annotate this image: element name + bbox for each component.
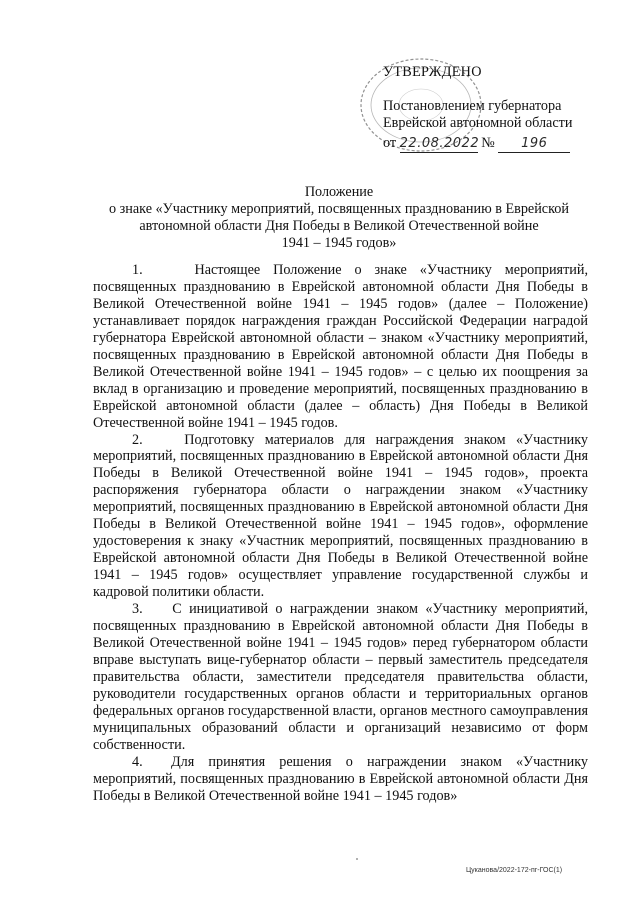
paragraph-1: 1. Настоящее Положение о знаке «Участнику мероприятий, посвященных празднованию в Еврейской автономной области Дня Победы в Великой Отечественной войне 1941 – 1945 годов» (далее – Положение) устанавливает порядок награждения граждан Российской Федерации наградой губернатора Еврейской автономной области – знаком «Участнику мероприятий, посвященных празднованию в Еврейской автономной области Дня Победы в Великой Отечественной войне 1941 – 1945 годов» – с целью их поощрения за вклад в организацию и проведение мероприятий, посвященных празднованию в Еврейской автономной области (далее – область) Дня Победы в Великой Отечественной войне 1941 – 1945 годов.	[93, 262, 588, 431]
title-line-1: Положение	[304, 184, 374, 200]
paragraph-3: 3. С инициативой о награждении знаком «Участнику мероприятий, посвященных празднованию в Еврейской автономной области Дня Победы в Великой Отечественной войне 1941 – 1945 годов» перед губернатором области вправе выступать вице-губернатор области – первый заместитель председателя правительства области, заместители председателя правительства области, руководители государственных органов области и территориальных органов федеральных органов государственной власти, органов местного самоуправления муниципальных образований области и организаций независимо от форм собственности.	[93, 601, 588, 753]
paragraph-2: 2. Подготовку материалов для награждения знаком «Участнику мероприятий, посвященных празднованию в Еврейской автономной области Дня Победы в Великой Отечественной войне 1941 – 1945 годов», проекта распоряжения губернатора области о награждении знаком «Участнику мероприятий, посвященных празднованию в Еврейской автономной области Дня Победы в Великой Отечественной войне 1941 – 1945 годов», оформление удостоверения к знаку «Участник мероприятий, посвященных празднованию в Еврейской автономной области Дня Победы в Великой Отечественной войне 1941 – 1945 годов» осуществляет управление государственной службы и кадровой политики области.	[93, 431, 588, 601]
title-line-2: о знаке «Участнику мероприятий, посвященных празднованию в Еврейской	[109, 201, 569, 217]
footer-reference: Цуканова/2022-172-пг-ГОС(1)	[466, 867, 563, 874]
title-line-3: автономной области Дня Победы в Великой Отечественной войне	[139, 218, 539, 234]
decree-line-2: Еврейской автономной области	[383, 115, 573, 131]
decree-line-1: Постановлением губернатора	[383, 98, 562, 114]
date-number-line	[383, 135, 570, 153]
handwritten-date: 22.08.2022	[399, 136, 480, 151]
document-title	[90, 184, 588, 252]
paragraph-4: 4. Для принятия решения о награждении знаком «Участнику мероприятий, посвященных празднованию в Еврейской автономной области Дня Победы в Великой Отечественной войне 1941 – 1945 годов»	[93, 753, 588, 804]
scan-dot	[356, 858, 358, 860]
approved-label: УТВЕРЖДЕНО	[383, 64, 482, 80]
from-label: от	[383, 135, 397, 151]
number-label: №	[481, 135, 495, 151]
document-body	[93, 262, 588, 805]
title-line-4: 1941 – 1945 годов»	[281, 235, 397, 251]
handwritten-number: 196	[498, 135, 570, 153]
